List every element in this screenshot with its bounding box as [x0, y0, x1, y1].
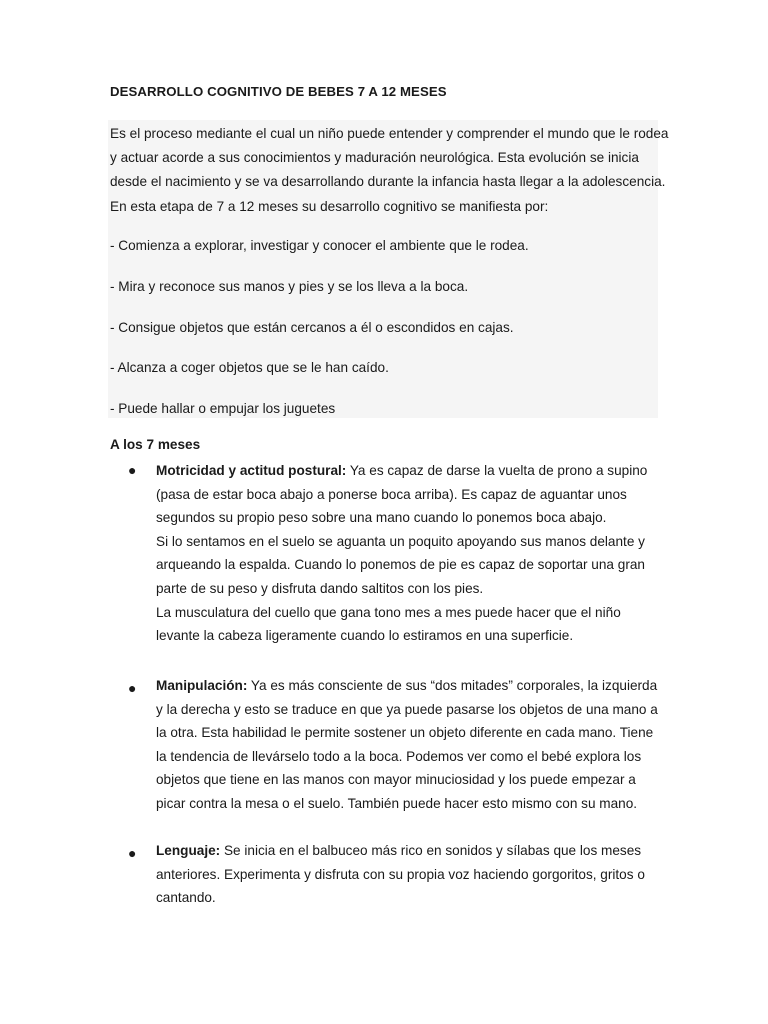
bullet-item-motricidad — [156, 459, 666, 648]
bullet-label: Manipulación: — [156, 678, 248, 693]
bullet-item-manipulacion — [156, 674, 666, 816]
bullet-dot-icon: ● — [128, 845, 137, 861]
section-heading: A los 7 meses — [110, 437, 201, 452]
bullet-paragraph: Ya es más consciente de sus “dos mitades” corporales, la izquierda y la derecha y esto se traduce en que ya puede pasarse los objetos de una mano a la otra. Esta habilidad le permite sostener un objeto diferente en cada mano. Tiene la tendencia de llevárselo todo a la boca. Podemos ver como el bebé explora los objetos que tiene en las manos con mayor minuciosidad y los puede empezar a picar contra la mesa o el suelo. También puede hacer esto mismo con su mano. — [156, 678, 658, 811]
bullet-dot-icon: ● — [128, 680, 137, 696]
dash-list-item: - Comienza a explorar, investigar y conocer el ambiente que le rodea. — [110, 238, 529, 253]
dash-list-item: - Puede hallar o empujar los juguetes — [110, 401, 336, 416]
bullet-label: Lenguaje: — [156, 843, 221, 858]
dash-list-item: - Consigue objetos que están cercanos a él o escondidos en cajas. — [110, 320, 514, 335]
bullet-paragraph: La musculatura del cuello que gana tono mes a mes puede hacer que el niño levante la cabeza ligeramente cuando lo estiramos en una superficie. — [156, 604, 621, 644]
bullet-paragraph: Si lo sentamos en el suelo se aguanta un poquito apoyando sus manos delante y arqueando la espalda. Cuando lo ponemos de pie es capaz de soportar una gran parte de su peso y disfruta dando saltitos con los pies. — [156, 533, 645, 596]
intro-paragraph: Es el proceso mediante el cual un niño puede entender y comprender el mundo que le rodea y actuar acorde a sus conocimientos y maduración neurológica. Esta evolución se inicia desde el nacimiento y se va desarrollando durante la infancia hasta llegar a la adolescencia. En esta etapa de 7 a 12 meses su desarrollo cognitivo se manifiesta por: — [110, 126, 669, 214]
bullet-label: Motricidad y actitud postural: — [156, 463, 347, 478]
bullet-item-lenguaje — [156, 839, 666, 910]
dash-list-item: - Alcanza a coger objetos que se le han caído. — [110, 360, 389, 375]
bullet-dot-icon: ● — [128, 462, 137, 478]
document-title: DESARROLLO COGNITIVO DE BEBES 7 A 12 MESES — [110, 84, 447, 99]
bullet-paragraph: Ya es capaz de darse la vuelta de prono a supino (pasa de estar boca abajo a ponerse boca arriba). Es capaz de aguantar unos segundos su propio peso sobre una mano cuando lo ponemos boca abajo. — [156, 463, 648, 526]
bullet-paragraph: Se inicia en el balbuceo más rico en sonidos y sílabas que los meses anteriores. Experimenta y disfruta con su propia voz haciendo gorgoritos, gritos o cantando. — [156, 843, 645, 906]
dash-list-item: - Mira y reconoce sus manos y pies y se los lleva a la boca. — [110, 279, 469, 294]
